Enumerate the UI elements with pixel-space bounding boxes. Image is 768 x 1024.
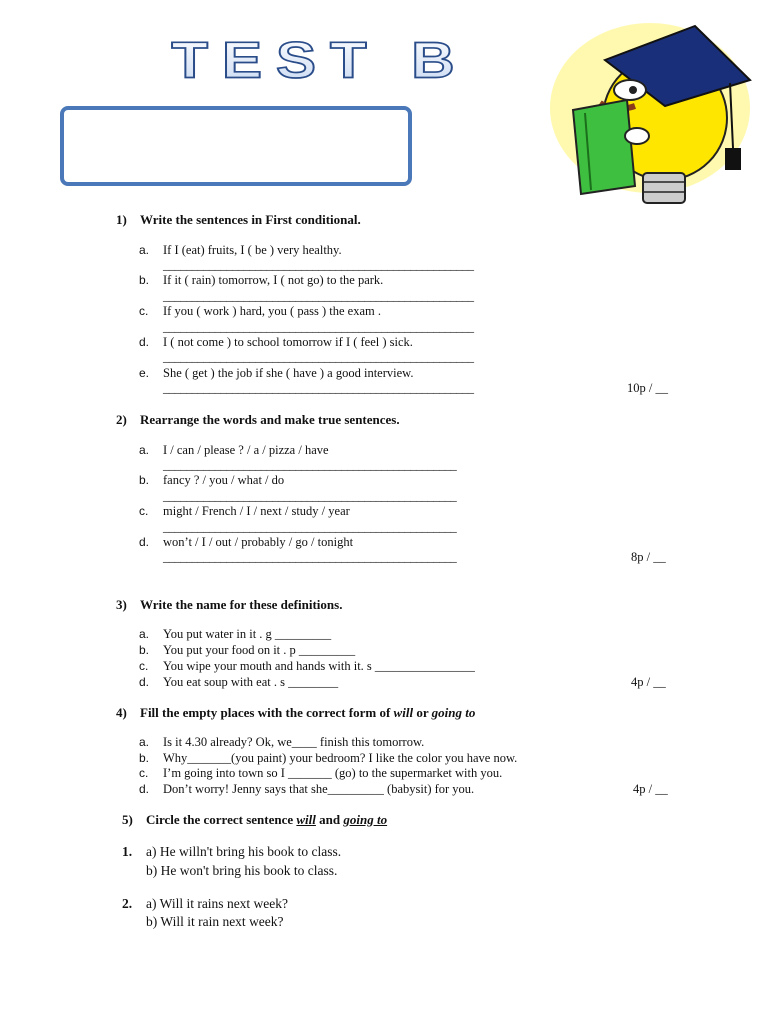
- question-2-number: 2.: [122, 896, 133, 911]
- section-2-heading: 2) Rearrange the words and make true sentences.: [116, 412, 400, 427]
- answer-line[interactable]: ______________________________________________________: [163, 258, 474, 272]
- section-1-score: 10p / __: [627, 381, 668, 395]
- section-1-item-e: e. She ( get ) the job if she ( have ) a good interview.: [139, 366, 414, 380]
- question-1-option-b[interactable]: b) He won't bring his book to class.: [146, 863, 338, 878]
- section-1-heading: 1) Write the sentences in First conditional.: [116, 212, 361, 227]
- answer-line[interactable]: ___________________________________________________: [163, 520, 457, 534]
- section-4-heading: 4) Fill the empty places with the correct form of will or going to: [116, 705, 476, 720]
- answer-line[interactable]: ______________________________________________________: [163, 289, 474, 303]
- graduate-lightbulb-clipart: [545, 18, 755, 213]
- question-1-option-a[interactable]: a) He willn't bring his book to class.: [146, 844, 342, 859]
- section-1-item-c: c. If you ( work ) hard, you ( pass ) the exam .: [139, 304, 381, 318]
- section-4-item-d: d. Don’t worry! Jenny says that she_________ (babysit) for you.: [139, 782, 475, 796]
- question-1-number: 1.: [122, 844, 133, 859]
- test-title-text: TEST B: [171, 31, 469, 89]
- section-4-item-b: b. Why_______(you paint) your bedroom? I like the color you have now.: [139, 751, 518, 765]
- answer-line[interactable]: ______________________________________________________: [163, 320, 474, 334]
- section-3-heading: 3) Write the name for these definitions.: [116, 597, 343, 612]
- answer-line[interactable]: ______________________________________________________: [163, 381, 474, 395]
- section-3-item-b: b. You put your food on it . p _________: [139, 643, 356, 657]
- section-1-item-d: d. I ( not come ) to school tomorrow if I ( feel ) sick.: [139, 335, 413, 349]
- section-1-item-b: b. If it ( rain) tomorrow, I ( not go) to the park.: [139, 273, 384, 287]
- section-3-score: 4p / __: [631, 675, 666, 689]
- section-3-item-d: d. You eat soup with eat . s ________: [139, 675, 339, 689]
- answer-line[interactable]: ___________________________________________________: [163, 489, 457, 503]
- student-name-box: [60, 106, 412, 186]
- answer-line[interactable]: ______________________________________________________: [163, 350, 474, 364]
- section-3-item-a: a. You put water in it . g _________: [139, 627, 332, 641]
- section-2-item-a: a. I / can / please ? / a / pizza / have: [139, 443, 329, 457]
- test-title: [140, 30, 500, 90]
- section-2-item-b: b. fancy ? / you / what / do: [139, 473, 285, 487]
- question-2-option-b[interactable]: b) Will it rain next week?: [146, 914, 284, 929]
- section-3-item-c: c. You wipe your mouth and hands with it. s ________________: [139, 659, 475, 673]
- answer-line[interactable]: ___________________________________________________: [163, 458, 457, 472]
- section-4-item-c: c. I’m going into town so I _______ (go) to the supermarket with you.: [139, 766, 503, 780]
- question-2-option-a[interactable]: a) Will it rains next week?: [146, 896, 289, 911]
- section-4-item-a: a. Is it 4.30 already? Ok, we____ finish this tomorrow.: [139, 735, 425, 749]
- section-2-score: 8p / __: [631, 550, 666, 564]
- section-2-item-c: c. might / French / I / next / study / year: [139, 504, 350, 518]
- section-1-item-a: a. If I (eat) fruits, I ( be ) very healthy.: [139, 243, 342, 257]
- section-4-score: 4p / __: [633, 782, 668, 796]
- answer-line[interactable]: ___________________________________________________: [163, 550, 457, 564]
- section-2-item-d: d. won’t / I / out / probably / go / tonight: [139, 535, 354, 549]
- section-5-heading: 5) Circle the correct sentence will and going to: [122, 812, 388, 827]
